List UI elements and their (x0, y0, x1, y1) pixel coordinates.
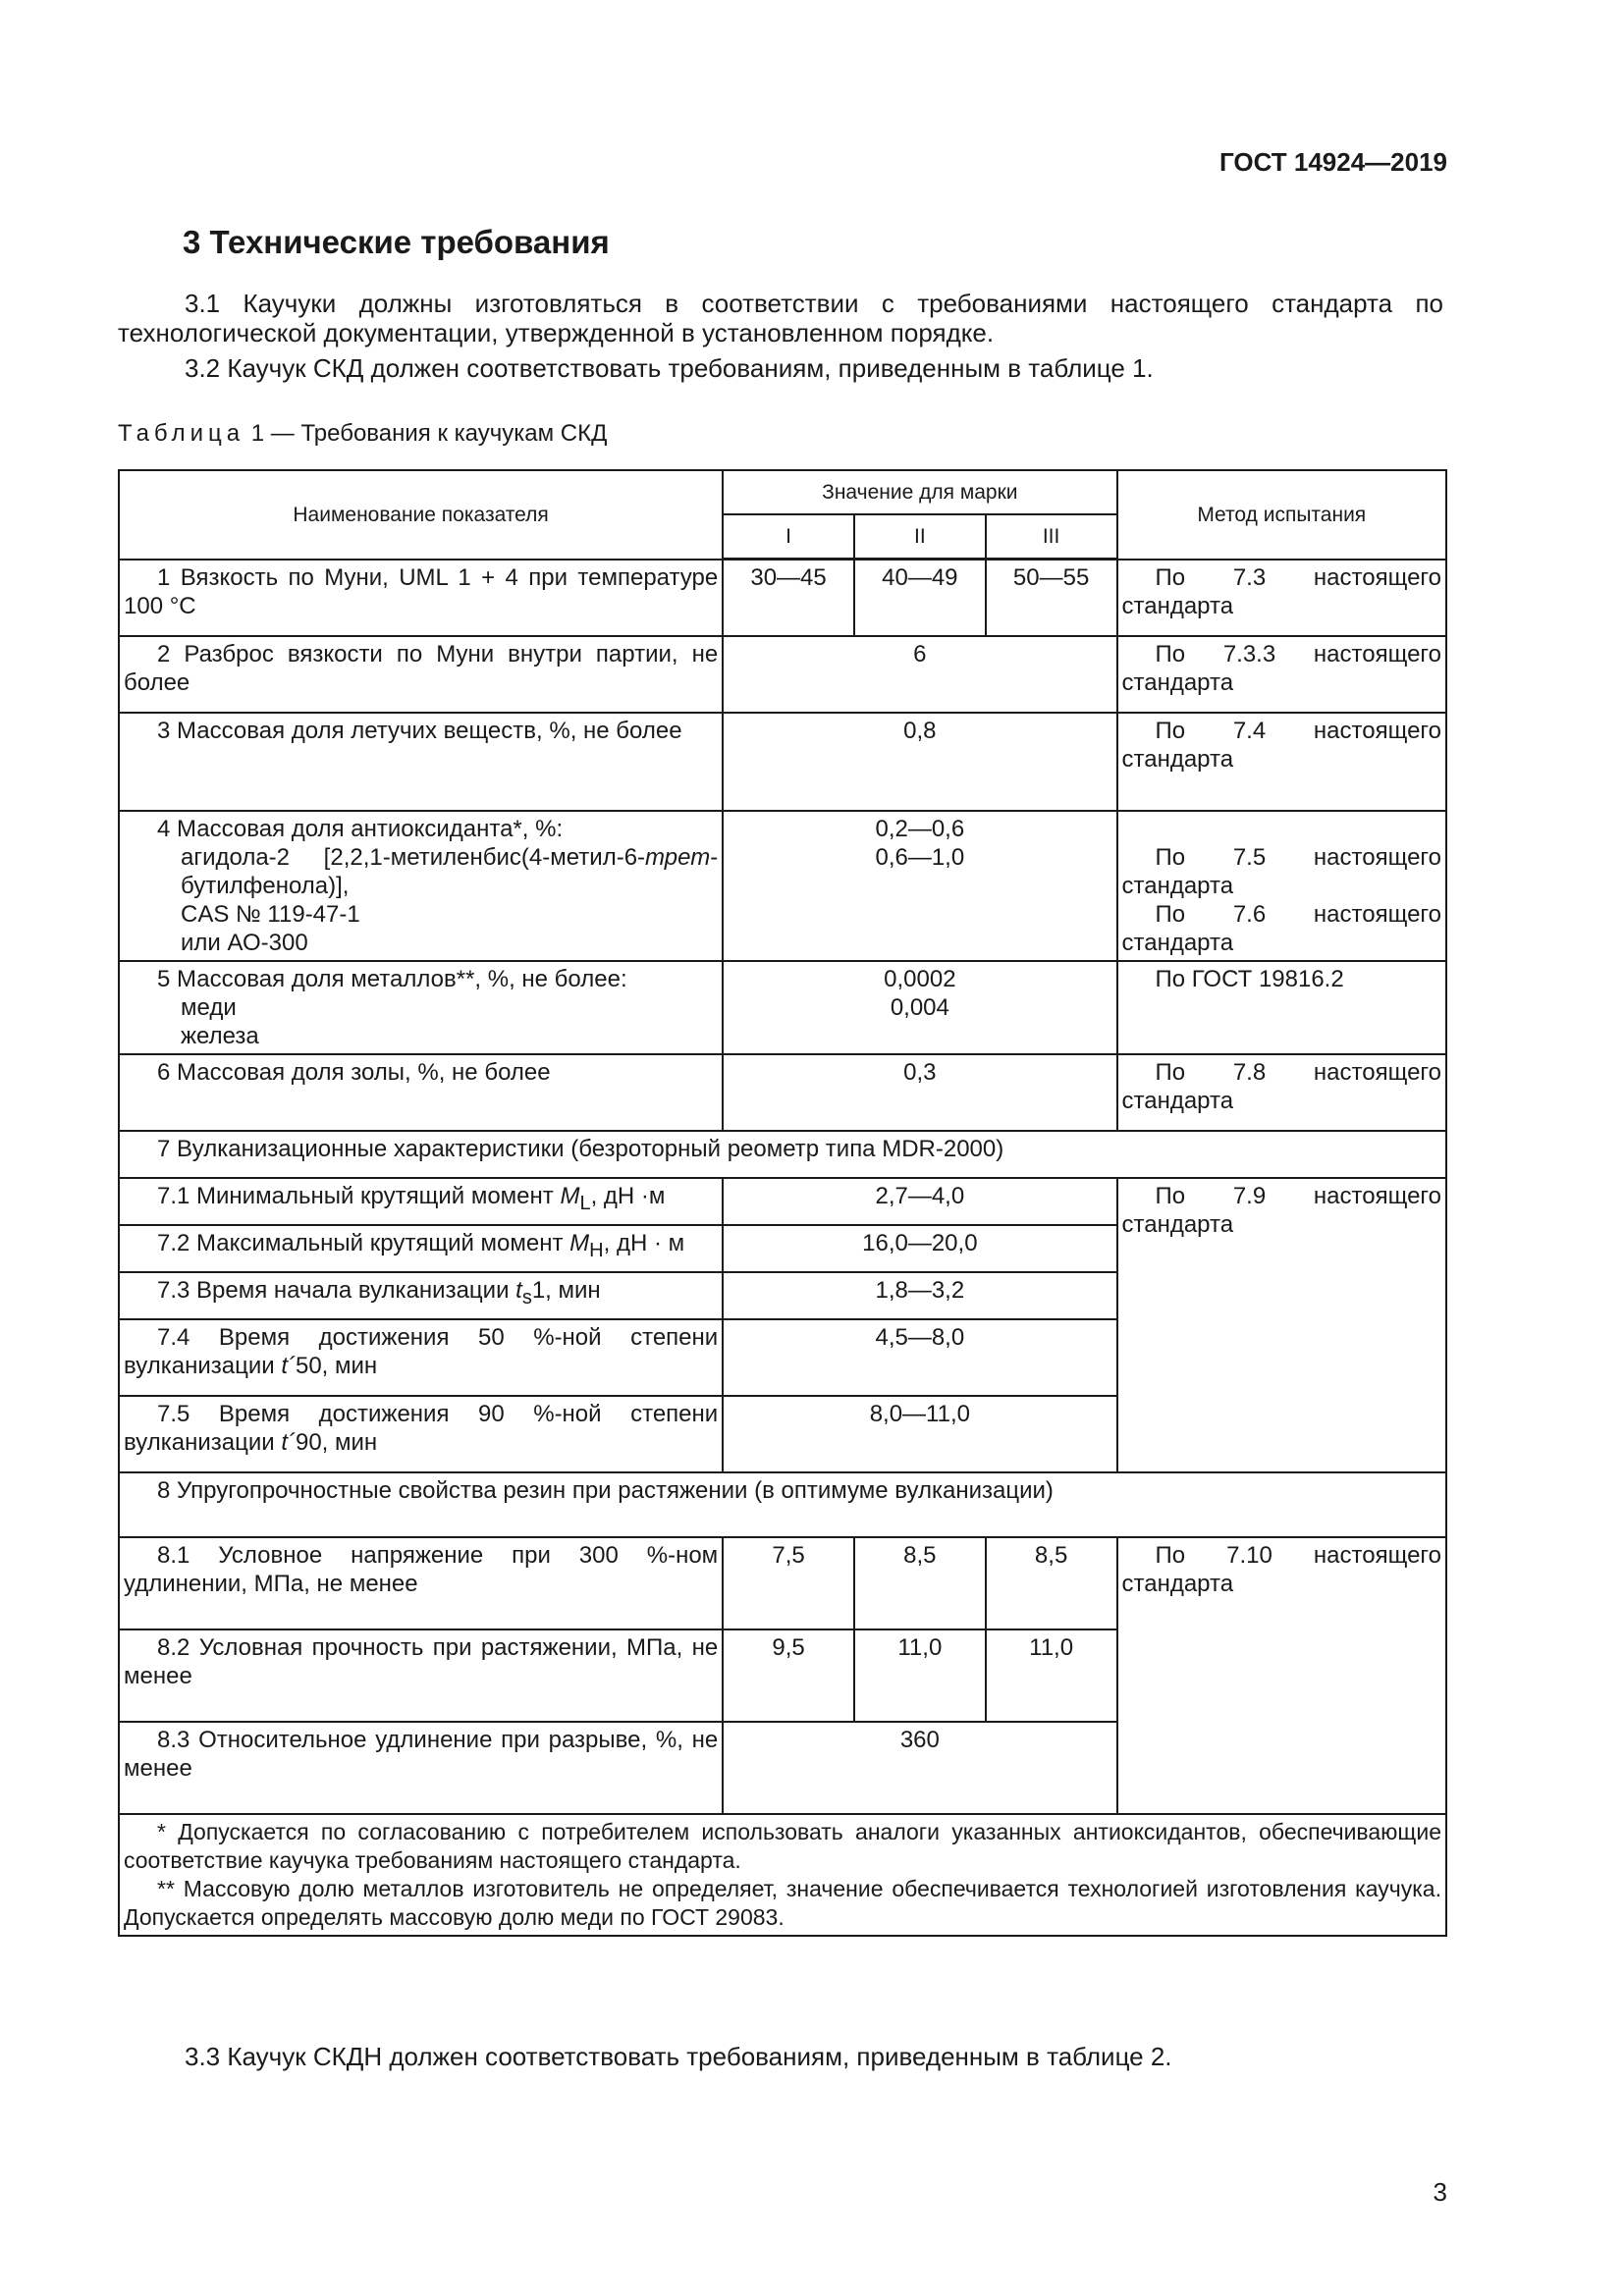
row-4-sub-agidol-b: -бутилфенола)], (181, 843, 719, 899)
row-4-method-1: По 7.5 настоящего стандарта (1121, 843, 1441, 899)
row-7-2-name-a: 7.2 Максимальный крутящий момент (157, 1229, 570, 1256)
row-8-method: По 7.10 настоящего стандарта (1117, 1537, 1447, 1814)
row-5-value-1: 0,0002 (884, 965, 956, 992)
header-grade-1: I (723, 514, 854, 560)
row-8-3-value: 360 (723, 1722, 1116, 1814)
row-1-name: 1 Вязкость по Муни, UML 1 + 4 при температуре 100 °С (119, 560, 723, 636)
table-row-2 (119, 636, 1446, 713)
table-notes (119, 1814, 1446, 1936)
row-4-sub-agidol-italic: трет (645, 843, 711, 871)
row-7-2-name-b: , дН · м (603, 1229, 685, 1256)
row-7-2-name (119, 1225, 723, 1272)
row-7-3-name (119, 1272, 723, 1319)
row-4-sub-agidol-a: агидола-2 [2,2,1-метиленбис(4-метил-6- (181, 843, 646, 871)
row-7-5-symbol: t´ (281, 1428, 296, 1456)
table-row-6 (119, 1054, 1446, 1131)
row-1-value-grade-2: 40—49 (854, 560, 986, 636)
document-code: ГОСТ 14924—2019 (1219, 147, 1447, 177)
header-indicator-name: Наименование показателя (119, 470, 723, 560)
row-7-3-name-b: 1, мин (531, 1276, 601, 1304)
table-caption-word: Таблица (118, 420, 245, 447)
row-7-3-value: 1,8—3,2 (723, 1272, 1116, 1319)
row-7-1-subscript: L (579, 1192, 591, 1214)
row-8-1-value-grade-3: 8,5 (986, 1537, 1117, 1629)
table-row-3 (119, 713, 1446, 811)
row-2-method: По 7.3.3 настоящего стандарта (1117, 636, 1447, 713)
row-7-1-name-a: 7.1 Минимальный крутящий момент (157, 1182, 561, 1209)
row-4-value-1: 0,2—0,6 (875, 815, 965, 842)
row-7-2-value: 16,0—20,0 (723, 1225, 1116, 1272)
header-grade-value: Значение для марки (723, 470, 1116, 514)
row-7-3-symbol: t (515, 1276, 522, 1304)
table-note-1: * Допускается по согласованию с потребителем использовать аналоги указанных антиоксидантов, обеспечивающие соответствие каучука требованиям настоящего стандарта. (124, 1818, 1441, 1873)
table-header-row (119, 470, 1446, 514)
row-6-method: По 7.8 настоящего стандарта (1117, 1054, 1447, 1131)
row-7-5-name-b: 90, мин (295, 1428, 378, 1456)
row-1-value-grade-3: 50—55 (986, 560, 1117, 636)
row-7-4-symbol: t´ (281, 1352, 296, 1379)
row-4-title: 4 Массовая доля антиоксиданта*, %: (157, 815, 564, 842)
row-7-1-symbol: M (560, 1182, 580, 1209)
table-note-2: ** Массовую долю металлов изготовитель не определяет, значение обеспечивается технологией изготовления каучука. Допускается определять массовую долю меди по ГОСТ 29083. (124, 1875, 1441, 1930)
row-7-method: По 7.9 настоящего стандарта (1117, 1178, 1447, 1472)
row-7-3-name-a: 7.3 Время начала вулканизации (157, 1276, 516, 1304)
row-5-sub-copper: меди (181, 993, 237, 1021)
header-grade-3: III (986, 514, 1117, 560)
row-3-name: 3 Массовая доля летучих веществ, %, не более (119, 713, 723, 811)
row-8-1-value-grade-1: 7,5 (723, 1537, 854, 1629)
requirements-table (118, 469, 1447, 1937)
row-7-1-name (119, 1178, 723, 1225)
row-8-2-name: 8.2 Условная прочность при растяжении, МПа, не менее (119, 1629, 723, 1722)
row-8-2-value-grade-3: 11,0 (986, 1629, 1117, 1722)
row-8-2-value-grade-2: 11,0 (854, 1629, 986, 1722)
row-5-method: По ГОСТ 19816.2 (1117, 961, 1447, 1054)
row-7-4-value: 4,5—8,0 (723, 1319, 1116, 1396)
paragraph-3-3: 3.3 Каучук СКДН должен соответствовать требованиям, приведенным в таблице 2. (185, 2042, 1172, 2071)
row-6-value: 0,3 (723, 1054, 1116, 1131)
row-7-1-name-b: , дН ·м (590, 1182, 666, 1209)
row-4-method (1117, 811, 1447, 961)
row-7-5-value: 8,0—11,0 (723, 1396, 1116, 1472)
row-4-name (119, 811, 723, 961)
row-1-method: По 7.3 настоящего стандарта (1117, 560, 1447, 636)
table-row-4 (119, 811, 1446, 961)
row-7-5-name-a: 7.5 Время достижения 90 %-ной степени вулканизации (124, 1400, 719, 1456)
section-title: 3 Технические требования (183, 224, 610, 260)
row-8-2-value-grade-1: 9,5 (723, 1629, 854, 1722)
row-5-values (723, 961, 1116, 1054)
row-8-1-name: 8.1 Условное напряжение при 300 %-ном удлинении, МПа, не менее (119, 1537, 723, 1629)
table-row-7-1 (119, 1178, 1446, 1225)
paragraph-3-1: 3.1 Каучуки должны изготовляться в соответствии с требованиями настоящего стандарта по технологической документации, утвержденной в установленном порядке. (118, 289, 1443, 347)
row-4-method-2: По 7.6 настоящего стандарта (1121, 900, 1441, 956)
table-row-8-1 (119, 1537, 1446, 1629)
table-row-1 (119, 560, 1446, 636)
row-7-4-name (119, 1319, 723, 1396)
page-number: 3 (1433, 2177, 1447, 2207)
row-7-name: 7 Вулканизационные характеристики (безроторный реометр типа MDR-2000) (119, 1131, 1446, 1178)
table-caption-title: 1 — Требования к каучукам СКД (250, 420, 608, 447)
row-5-name (119, 961, 723, 1054)
row-3-value: 0,8 (723, 713, 1116, 811)
row-4-sub-ao300: или АО-300 (181, 929, 308, 956)
row-7-1-value: 2,7—4,0 (723, 1178, 1116, 1225)
row-8-name: 8 Упругопрочностные свойства резин при растяжении (в оптимуме вулканизации) (119, 1472, 1446, 1537)
row-6-name: 6 Массовая доля золы, %, не более (119, 1054, 723, 1131)
row-8-3-name: 8.3 Относительное удлинение при разрыве, %, не менее (119, 1722, 723, 1814)
table-caption (118, 420, 607, 448)
row-7-2-symbol: M (569, 1229, 590, 1256)
row-3-method: По 7.4 настоящего стандарта (1117, 713, 1447, 811)
table-row-5 (119, 961, 1446, 1054)
row-7-2-subscript: H (589, 1239, 604, 1261)
row-4-value-2: 0,6—1,0 (875, 843, 965, 871)
row-7-4-name-a: 7.4 Время достижения 50 %-ной степени вулканизации (124, 1323, 719, 1379)
row-7-5-name (119, 1396, 723, 1472)
row-5-title: 5 Массовая доля металлов**, %, не более: (157, 965, 627, 992)
table-notes-row (119, 1814, 1446, 1936)
row-4-values (723, 811, 1116, 961)
table-row-7 (119, 1131, 1446, 1178)
row-1-value-grade-1: 30—45 (723, 560, 854, 636)
row-2-name: 2 Разброс вязкости по Муни внутри партии, не более (119, 636, 723, 713)
header-grade-2: II (854, 514, 986, 560)
row-5-sub-iron: железа (181, 1022, 259, 1049)
row-5-value-2: 0,004 (890, 993, 949, 1021)
table-row-8 (119, 1472, 1446, 1537)
row-2-value: 6 (723, 636, 1116, 713)
row-7-3-subscript: s (521, 1286, 532, 1308)
header-test-method: Метод испытания (1117, 470, 1447, 560)
row-7-4-name-b: 50, мин (295, 1352, 378, 1379)
row-4-sub-agidol (124, 843, 718, 900)
row-8-1-value-grade-2: 8,5 (854, 1537, 986, 1629)
row-4-sub-cas: CAS № 119-47-1 (181, 900, 360, 928)
paragraph-3-2: 3.2 Каучук СКД должен соответствовать требованиям, приведенным в таблице 1. (185, 353, 1154, 383)
